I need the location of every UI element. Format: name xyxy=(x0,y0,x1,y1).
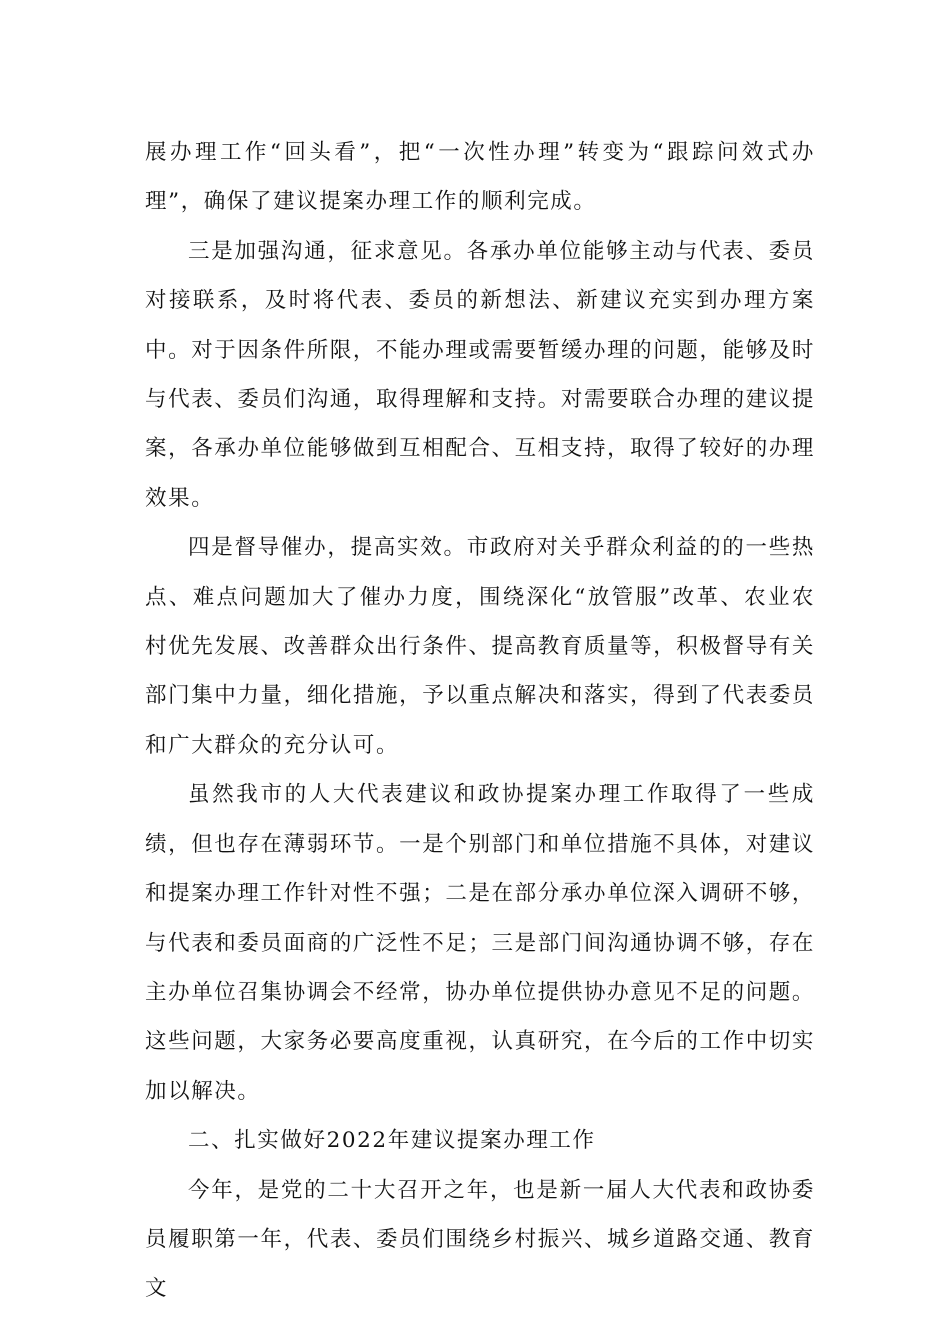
paragraph-supervision: 四是督导催办，提高实效。市政府对关乎群众利益的的一些热点、难点问题加大了催办力度，围绕深化“放管服”改革、农业农村优先发展、改善群众出行条件、提高教育质量等，积极督导有关部门集中力量，细化措施，予以重点解决和落实，得到了代表委员和广大群众的充分认可。 xyxy=(145,535,815,758)
section-heading: 二、扎实做好2022年建议提案办理工作 xyxy=(188,1128,596,1154)
paragraph-communication: 三是加强沟通，征求意见。各承办单位能够主动与代表、委员对接联系，及时将代表、委员的新想法、新建议充实到办理方案中。对于因条件所限，不能办理或需要暂缓办理的问题，能够及时与代表、委员们沟通，取得理解和支持。对需要联合办理的建议提案，各承办单位能够做到互相配合、互相支持，取得了较好的办理效果。 xyxy=(145,238,815,511)
paragraph-weaknesses: 虽然我市的人大代表建议和政协提案办理工作取得了一些成绩，但也存在薄弱环节。一是个别部门和单位措施不具体，对建议和提案办理工作针对性不强；二是在部分承办单位深入调研不够，与代表和委员面商的广泛性不足；三是部门间沟通协调不够，存在主办单位召集协调会不经常，协办单位提供协办意见不足的问题。这些问题，大家务必要高度重视，认真研究，在今后的工作中切实加以解决。 xyxy=(145,782,815,1104)
paragraph-this-year: 今年，是党的二十大召开之年，也是新一届人大代表和政协委员履职第一年，代表、委员们围绕乡村振兴、城乡道路交通、教育文 xyxy=(145,1177,815,1302)
document-body xyxy=(145,128,815,1314)
paragraph-continuation: 展办理工作“回头看”，把“一次性办理”转变为“跟踪问效式办理”，确保了建议提案办理工作的顺利完成。 xyxy=(145,140,815,215)
